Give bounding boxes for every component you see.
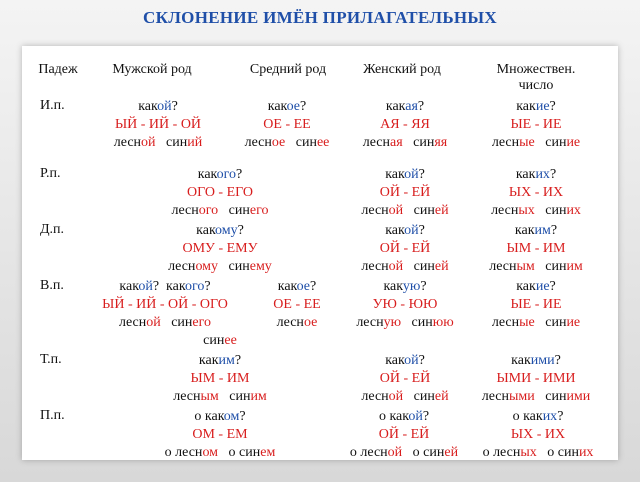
- cell-acc-neut-example2: синее: [203, 333, 237, 348]
- endings: ОГО - ЕГО: [186, 185, 254, 200]
- examples: лесное: [276, 315, 318, 330]
- question: о каких?: [512, 409, 564, 424]
- endings: ЫХ - ИХ: [510, 427, 566, 442]
- cell-gen-fem: [346, 166, 464, 220]
- examples: лесное синее: [244, 135, 330, 150]
- header-plural: [476, 62, 596, 94]
- cell-dat-masc-neut: [110, 222, 330, 276]
- examples: лесных синих: [491, 203, 581, 218]
- cell-prep-masc-neut: [110, 408, 330, 462]
- question: какие?: [516, 279, 556, 294]
- page-title: СКЛОНЕНИЕ ИМЁН ПРИЛАГАТЕЛЬНЫХ: [143, 8, 497, 27]
- header-neuter: Средний род: [249, 62, 327, 77]
- header-plural-line2: число: [518, 78, 554, 93]
- cell-acc-plural: [468, 278, 604, 332]
- question: какой?: [138, 99, 178, 114]
- endings: ОМ - ЕМ: [192, 427, 248, 442]
- examples: лесную синюю: [356, 315, 454, 330]
- endings: ЫМИ - ИМИ: [496, 371, 576, 386]
- cell-acc-masc: [86, 278, 244, 332]
- examples: лесным синим: [173, 389, 267, 404]
- endings: ЫЙ - ИЙ - ОЙ: [114, 117, 202, 132]
- question: какими?: [511, 353, 561, 368]
- examples: лесной синий: [113, 135, 203, 150]
- cell-ins-masc-neut: [110, 352, 330, 406]
- endings: АЯ - ЯЯ: [380, 117, 430, 132]
- cell-nom-plural: [468, 98, 604, 152]
- examples: о лесных о синих: [482, 445, 594, 460]
- question: каким?: [198, 353, 242, 368]
- examples: лесному синему: [168, 259, 272, 274]
- endings: ОЙ - ЕЙ: [379, 185, 431, 200]
- question: о каком?: [194, 409, 246, 424]
- examples: о лесном о синем: [164, 445, 276, 460]
- header-case: Падеж: [38, 62, 78, 77]
- cell-acc-neut: [248, 278, 346, 332]
- endings: ЫМ - ИМ: [190, 371, 250, 386]
- question: какой?: [385, 167, 425, 182]
- case-label-genitive: Р.п.: [40, 166, 61, 181]
- cell-nom-neut: [228, 98, 346, 152]
- endings: ЫХ - ИХ: [508, 185, 564, 200]
- header-feminine: Женский род: [363, 62, 441, 77]
- cell-ins-plural: [468, 352, 604, 406]
- case-label-dative: Д.п.: [40, 222, 65, 237]
- case-label-nominative: И.п.: [40, 98, 65, 113]
- endings: ЫЕ - ИЕ: [510, 297, 562, 312]
- endings: ОМУ - ЕМУ: [182, 241, 258, 256]
- question: какая?: [385, 99, 425, 114]
- examples: лесным синим: [489, 259, 583, 274]
- examples: лесной синей: [361, 259, 449, 274]
- question: какую?: [383, 279, 427, 294]
- question: какого?: [197, 167, 243, 182]
- cell-dat-plural: [468, 222, 604, 276]
- cell-gen-plural: [468, 166, 604, 220]
- endings: ОЕ - ЕЕ: [273, 297, 321, 312]
- question: какой?: [385, 223, 425, 238]
- header-plural-line1: Множествен.: [496, 62, 576, 77]
- case-label-prepositional: П.п.: [40, 408, 65, 423]
- case-label-instrumental: Т.п.: [40, 352, 62, 367]
- case-label-accusative: В.п.: [40, 278, 64, 293]
- endings: УЮ - ЮЮ: [372, 297, 438, 312]
- examples: лесного синего: [171, 203, 269, 218]
- endings: ОЙ - ЕЙ: [379, 371, 431, 386]
- endings: ОЙ - ЕЙ: [379, 241, 431, 256]
- question: какой?: [385, 353, 425, 368]
- question: о какой?: [378, 409, 430, 424]
- examples: лесной синей: [361, 389, 449, 404]
- header-masculine: Мужской род: [112, 62, 192, 77]
- examples: лесными синими: [481, 389, 591, 404]
- question: какие?: [516, 99, 556, 114]
- cell-nom-masc: [88, 98, 228, 152]
- examples: лесная синяя: [362, 135, 448, 150]
- endings: ОЕ - ЕЕ: [263, 117, 311, 132]
- examples: лесные синие: [491, 135, 581, 150]
- cell-dat-fem: [346, 222, 464, 276]
- cell-nom-fem: [346, 98, 464, 152]
- examples: лесной синей: [361, 203, 449, 218]
- examples: лесной синего: [118, 315, 212, 330]
- cell-acc-fem: [346, 278, 464, 332]
- endings: ЫЕ - ИЕ: [510, 117, 562, 132]
- question: каких?: [515, 167, 557, 182]
- examples: о лесной о синей: [349, 445, 459, 460]
- question: какое?: [267, 99, 307, 114]
- endings: ОЙ - ЕЙ: [378, 427, 430, 442]
- examples: лесные синие: [491, 315, 581, 330]
- question: какому?: [196, 223, 244, 238]
- cell-ins-fem: [346, 352, 464, 406]
- cell-prep-fem: [334, 408, 474, 462]
- cell-prep-plural: [468, 408, 608, 462]
- question: каким?: [514, 223, 558, 238]
- endings: ЫМ - ИМ: [506, 241, 566, 256]
- question: какое?: [277, 279, 317, 294]
- cell-gen-masc-neut: [110, 166, 330, 220]
- question: какой? какого?: [119, 279, 211, 294]
- endings: ЫЙ - ИЙ - ОЙ - ОГО: [102, 297, 228, 312]
